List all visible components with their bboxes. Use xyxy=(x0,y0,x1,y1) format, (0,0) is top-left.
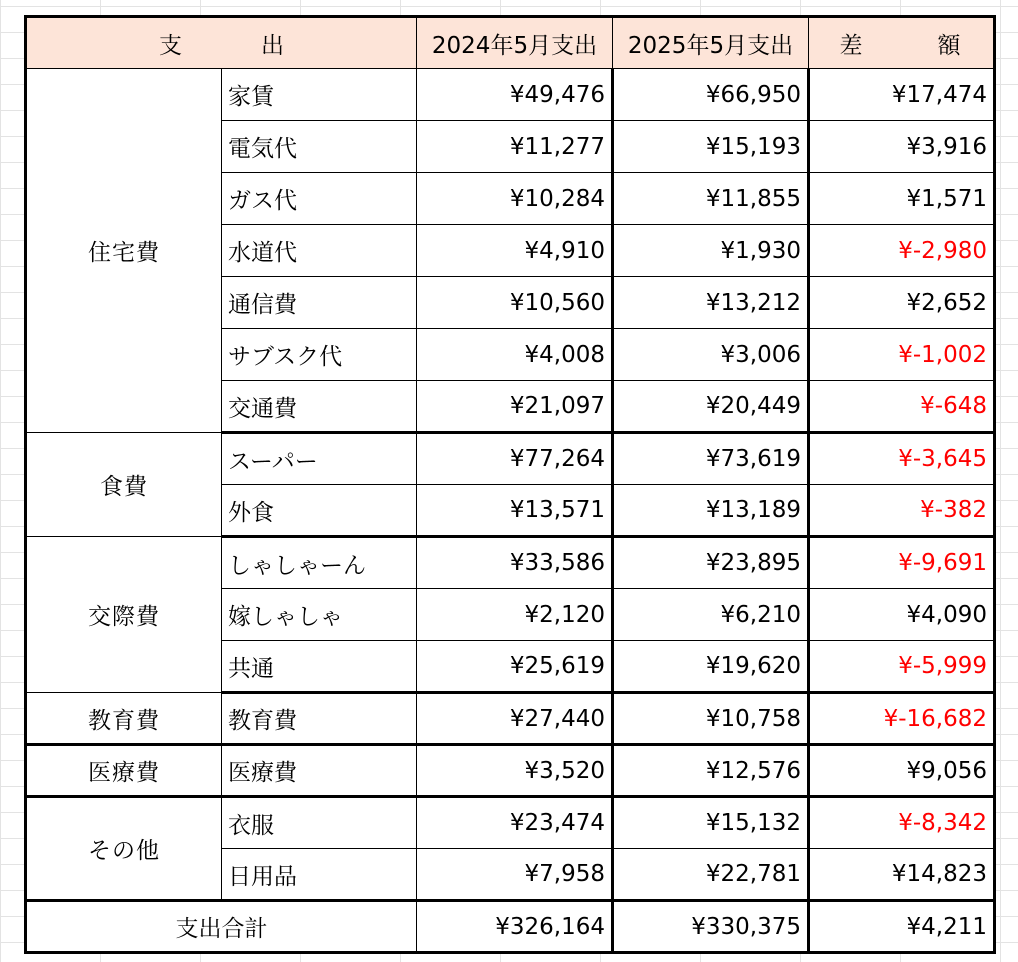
item-cell[interactable]: 共通 xyxy=(222,641,417,693)
item-cell[interactable]: 衣服 xyxy=(222,797,417,849)
item-cell[interactable]: 日用品 xyxy=(222,849,417,901)
item-cell[interactable]: サブスク代 xyxy=(222,329,417,381)
difference-cell[interactable]: ¥-9,691 xyxy=(809,537,995,589)
table-row xyxy=(26,693,995,745)
value-2024-cell[interactable]: ¥49,476 xyxy=(417,69,613,121)
value-2025-cell[interactable]: ¥6,210 xyxy=(613,589,809,641)
item-cell[interactable]: 外食 xyxy=(222,485,417,537)
value-2025-cell[interactable]: ¥15,132 xyxy=(613,797,809,849)
category-cell[interactable]: 教育費 xyxy=(26,693,222,745)
table-row xyxy=(26,745,995,797)
value-2025-cell[interactable]: ¥20,449 xyxy=(613,381,809,433)
difference-cell[interactable]: ¥1,571 xyxy=(809,173,995,225)
table-body xyxy=(26,69,995,901)
value-2024-cell[interactable]: ¥10,284 xyxy=(417,173,613,225)
value-2024-cell[interactable]: ¥4,008 xyxy=(417,329,613,381)
item-cell[interactable]: 嫁しゃしゃ xyxy=(222,589,417,641)
total-difference[interactable]: ¥4,211 xyxy=(809,901,995,953)
difference-cell[interactable]: ¥-16,682 xyxy=(809,693,995,745)
item-cell[interactable]: 教育費 xyxy=(222,693,417,745)
value-2024-cell[interactable]: ¥2,120 xyxy=(417,589,613,641)
difference-cell[interactable]: ¥3,916 xyxy=(809,121,995,173)
value-2024-cell[interactable]: ¥4,910 xyxy=(417,225,613,277)
difference-cell[interactable]: ¥14,823 xyxy=(809,849,995,901)
value-2025-cell[interactable]: ¥73,619 xyxy=(613,433,809,485)
item-cell[interactable]: 交通費 xyxy=(222,381,417,433)
difference-cell[interactable]: ¥9,056 xyxy=(809,745,995,797)
value-2024-cell[interactable]: ¥33,586 xyxy=(417,537,613,589)
value-2025-cell[interactable]: ¥1,930 xyxy=(613,225,809,277)
value-2025-cell[interactable]: ¥19,620 xyxy=(613,641,809,693)
value-2024-cell[interactable]: ¥21,097 xyxy=(417,381,613,433)
value-2024-cell[interactable]: ¥3,520 xyxy=(417,745,613,797)
difference-cell[interactable]: ¥-2,980 xyxy=(809,225,995,277)
total-2024[interactable]: ¥326,164 xyxy=(417,901,613,953)
table-row xyxy=(26,797,995,849)
difference-cell[interactable]: ¥-648 xyxy=(809,381,995,433)
category-cell[interactable]: 交際費 xyxy=(26,537,222,693)
difference-cell[interactable]: ¥17,474 xyxy=(809,69,995,121)
table-row xyxy=(26,537,995,589)
value-2024-cell[interactable]: ¥11,277 xyxy=(417,121,613,173)
category-cell[interactable]: 医療費 xyxy=(26,745,222,797)
item-cell[interactable]: 水道代 xyxy=(222,225,417,277)
value-2025-cell[interactable]: ¥3,006 xyxy=(613,329,809,381)
difference-cell[interactable]: ¥-382 xyxy=(809,485,995,537)
value-2025-cell[interactable]: ¥10,758 xyxy=(613,693,809,745)
item-cell[interactable]: 通信費 xyxy=(222,277,417,329)
header-row xyxy=(26,17,995,69)
total-row xyxy=(26,901,995,953)
value-2024-cell[interactable]: ¥25,619 xyxy=(417,641,613,693)
value-2024-cell[interactable]: ¥7,958 xyxy=(417,849,613,901)
value-2025-cell[interactable]: ¥23,895 xyxy=(613,537,809,589)
value-2024-cell[interactable]: ¥13,571 xyxy=(417,485,613,537)
value-2025-cell[interactable]: ¥13,212 xyxy=(613,277,809,329)
header-difference[interactable]: 差 額 xyxy=(809,17,995,69)
category-cell[interactable]: 住宅費 xyxy=(26,69,222,433)
difference-cell[interactable]: ¥-5,999 xyxy=(809,641,995,693)
category-cell[interactable]: 食費 xyxy=(26,433,222,537)
value-2024-cell[interactable]: ¥77,264 xyxy=(417,433,613,485)
total-2025[interactable]: ¥330,375 xyxy=(613,901,809,953)
difference-cell[interactable]: ¥-1,002 xyxy=(809,329,995,381)
difference-cell[interactable]: ¥-3,645 xyxy=(809,433,995,485)
value-2025-cell[interactable]: ¥22,781 xyxy=(613,849,809,901)
difference-cell[interactable]: ¥2,652 xyxy=(809,277,995,329)
item-cell[interactable]: 家賃 xyxy=(222,69,417,121)
table-row xyxy=(26,69,995,121)
header-2025[interactable]: 2025年5月支出 xyxy=(613,17,809,69)
category-cell[interactable]: その他 xyxy=(26,797,222,901)
value-2025-cell[interactable]: ¥11,855 xyxy=(613,173,809,225)
value-2025-cell[interactable]: ¥13,189 xyxy=(613,485,809,537)
item-cell[interactable]: スーパー xyxy=(222,433,417,485)
item-cell[interactable]: 電気代 xyxy=(222,121,417,173)
value-2025-cell[interactable]: ¥12,576 xyxy=(613,745,809,797)
value-2025-cell[interactable]: ¥15,193 xyxy=(613,121,809,173)
value-2025-cell[interactable]: ¥66,950 xyxy=(613,69,809,121)
difference-cell[interactable]: ¥-8,342 xyxy=(809,797,995,849)
header-2024[interactable]: 2024年5月支出 xyxy=(417,17,613,69)
value-2024-cell[interactable]: ¥10,560 xyxy=(417,277,613,329)
expense-comparison-table xyxy=(24,15,996,954)
item-cell[interactable]: 医療費 xyxy=(222,745,417,797)
item-cell[interactable]: ガス代 xyxy=(222,173,417,225)
header-expense[interactable]: 支 出 xyxy=(26,17,417,69)
total-label[interactable]: 支出合計 xyxy=(26,901,417,953)
value-2024-cell[interactable]: ¥27,440 xyxy=(417,693,613,745)
table-row xyxy=(26,433,995,485)
difference-cell[interactable]: ¥4,090 xyxy=(809,589,995,641)
value-2024-cell[interactable]: ¥23,474 xyxy=(417,797,613,849)
item-cell[interactable]: しゃしゃーん xyxy=(222,537,417,589)
